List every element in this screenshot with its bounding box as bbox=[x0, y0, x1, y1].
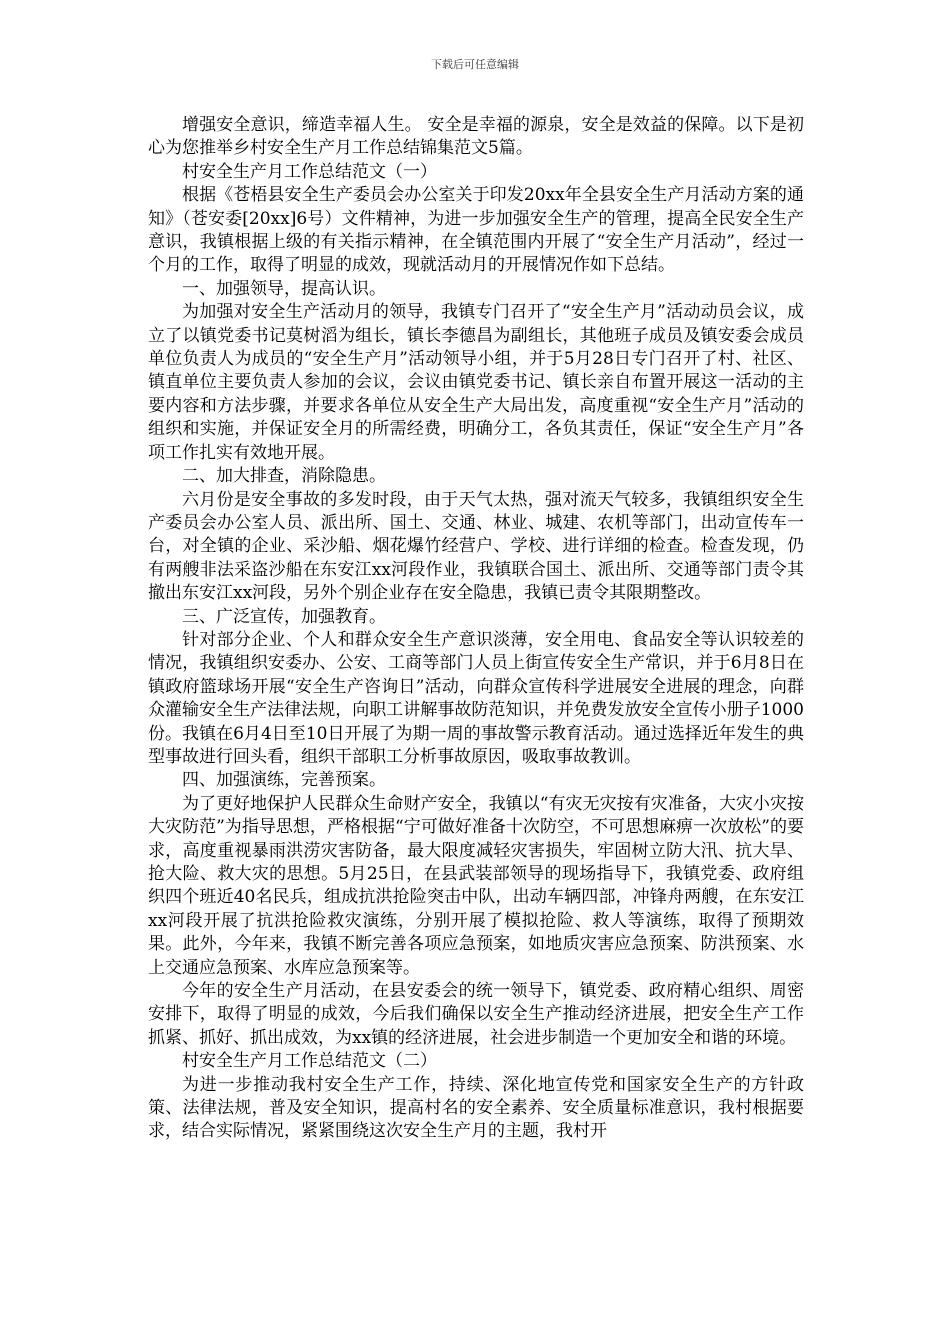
section-title-2: 村安全生产月工作总结范文（二） bbox=[182, 1051, 437, 1072]
paragraph: 今年的安全生产月活动，在县安委会的统一领导下，镇党委、政府精心组织、周密安排下，取得了明显的成效，今后我们确保以安全生产推动经济进展，把安全生产工作抓紧、抓好、抓出成效，为xx镇的经济进展，社会进步制造一个更加安全和谐的环境。 bbox=[148, 981, 804, 1048]
subheading-2: 二、加大排查，消除隐患。 bbox=[182, 466, 386, 487]
subheading-1: 一、加强领导，提高认识。 bbox=[182, 278, 386, 299]
paragraph: 为进一步推动我村安全生产工作，持续、深化地宣传党和国家安全生产的方针政策、法律法规，普及安全知识，提高村名的安全素养、安全质量标准意识，我村根据要求，结合实际情况，紧紧围绕这次安全生产月的主题，我村开 bbox=[148, 1074, 804, 1142]
paragraph: 六月份是安全事故的多发时段，由于天气太热，强对流天气较多，我镇组织安全生产委员会办公室人员、派出所、国土、交通、林业、城建、农机等部门，出动宣传车一台，对全镇的企业、采沙船、烟花爆竹经营户、学校、进行详细的检查。检查发现，仍有两艘非法采盗沙船在东安江xx河段作业，我镇联合国土、派出所、交通等部门责令其撤出东安江xx河段，另外个别企业存在安全隐患，我镇已责令其限期整改。 bbox=[148, 489, 804, 604]
document-body bbox=[148, 114, 804, 1144]
page-header: 下载后可任意编辑 bbox=[431, 58, 519, 71]
subheading-3: 三、广泛宣传，加强教育。 bbox=[182, 606, 386, 627]
paragraph: 为加强对安全生产活动月的领导，我镇专门召开了“安全生产月”活动动员会议，成立了以镇党委书记莫树滔为组长，镇长李德昌为副组长，其他班子成员及镇安委会成员单位负责人为成员的“安全生产月”活动领导小组，并于5月28日专门召开了村、社区、镇直单位主要负责人参加的会议，会议由镇党委书记、镇长亲自布置开展这一活动的主要内容和方法步骤，并要求各单位从安全生产大局出发，高度重视“安全生产月”活动的组织和实施，并保证安全月的所需经费，明确分工，各负其责任，保证“安全生产月”各项工作扎实有效地开展。 bbox=[148, 302, 804, 463]
subheading-4: 四、加强演练，完善预案。 bbox=[182, 770, 386, 791]
paragraph: 为了更好地保护人民群众生命财产安全，我镇以“有灾无灾按有灾准备，大灾小灾按大灾防范”为指导思想，严格根据“宁可做好准备十次防空，不可思想麻痹一次放松”的要求，高度重视暴雨洪涝灾害防备，最大限度减轻灾害损失，牢固树立防大汛、抗大旱、抢大险、救大灾的思想。5月25日，在县武装部领导的现场指导下，我镇党委、政府组织四个班近40名民兵，组成抗洪抢险突击中队，出动车辆四部，冲锋舟两艘，在东安江xx河段开展了抗洪抢险救灾演练，分别开展了模拟抢险、救人等演练，取得了预期效果。此外，今年来，我镇不断完善各项应急预案，如地质灾害应急预案、防洪预案、水上交通应急预案、水库应急预案等。 bbox=[148, 793, 804, 978]
section-title-1: 村安全生产月工作总结范文（一） bbox=[182, 161, 437, 182]
paragraph: 根据《苍梧县安全生产委员会办公室关于印发20xx年全县安全生产月活动方案的通知》（苍安委[20xx]6号）文件精神，为进一步加强安全生产的管理，提高全民安全生产意识，我镇根据上级的有关指示精神，在全镇范围内开展了“安全生产月活动”，经过一个月的工作，取得了明显的成效，现就活动月的开展情况作如下总结。 bbox=[148, 185, 804, 276]
paragraph-intro: 增强安全意识，缔造幸福人生。 安全是幸福的源泉，安全是效益的保障。以下是初心为您推举乡村安全生产月工作总结锦集范文5篇。 bbox=[148, 115, 804, 159]
paragraph: 针对部分企业、个人和群众安全生产意识淡薄，安全用电、食品安全等认识较差的情况，我镇组织安委办、公安、工商等部门人员上街宣传安全生产常识，并于6月8日在镇政府篮球场开展“安全生产咨询日”活动，向群众宣传科学进展安全进展的理念，向群众灌输安全生产法律法规，向职工讲解事故防范知识，并免费发放安全宣传小册子1000份。我镇在6月4日至10日开展了为期一周的事故警示教育活动。通过选择近年发生的典型事故进行回头看，组织干部职工分析事故原因，吸取事故教训。 bbox=[148, 629, 804, 767]
